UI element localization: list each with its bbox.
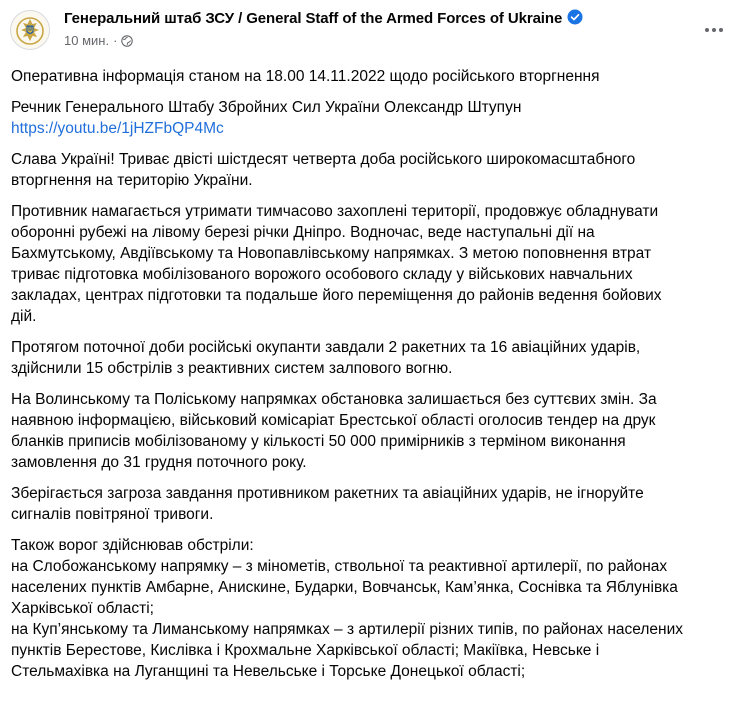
post-paragraph-8: Також ворог здійснював обстріли: на Слобожанському напрямку – з мінометів, ствольної та реактивної артилерії, по районах населених пунктів Амбарне, Анискине, Бударки, Вовчанськ, Кам’янка, Соснівка та Яблунівка Харківської області; на Куп’янському та Лиманському напрямках – з артилерії різних типів, по районах населених пунктів Берестове, Кислівка і Крохмальне Харківської області; Макіївка, Невське і Стельмахівка на Луганщині та Невельське і Торське Донецької області; bbox=[11, 537, 683, 680]
meta-separator: · bbox=[113, 33, 118, 48]
globe-icon[interactable] bbox=[121, 35, 133, 50]
post-body bbox=[11, 66, 736, 692]
page-avatar[interactable] bbox=[10, 10, 50, 50]
post-timestamp[interactable]: 10 мин. bbox=[64, 33, 110, 48]
verified-badge-icon bbox=[567, 9, 583, 29]
youtube-link[interactable]: https://youtu.be/1jHZFbQP4Mc bbox=[11, 120, 224, 137]
post-header bbox=[0, 0, 744, 62]
post-paragraph-1: Оперативна інформація станом на 18.00 14.11.2022 щодо російського вторгнення bbox=[11, 68, 600, 85]
page-name[interactable]: Генеральний штаб ЗСУ / General Staff of the Armed Forces of Ukraine bbox=[64, 10, 563, 27]
more-options-icon bbox=[704, 27, 724, 33]
spokesperson-line: Речник Генерального Штабу Збройних Сил України Олександр Штупун bbox=[11, 99, 522, 116]
post-paragraph-3: Слава Україні! Триває двісті шістдесят четверта доба російського широкомасштабного вторгнення на територію України. bbox=[11, 151, 636, 189]
post-paragraph-6: На Волинському та Поліському напрямках обстановка залишається без суттєвих змін. За наявною інформацією, військовий комісаріат Брестської області оголосив тендер на друк бланків приписів мобілізованому у кількості 50 000 примірників з терміном виконання замовлення до 31 грудня поточного року. bbox=[11, 391, 657, 471]
general-staff-emblem-icon bbox=[11, 11, 49, 49]
post-meta bbox=[64, 33, 133, 50]
post-paragraph-7: Зберігається загроза завдання противником ракетних та авіаційних ударів, не ігноруйте сигналів повітряної тривоги. bbox=[11, 485, 644, 523]
post-paragraph-5: Протягом поточної доби російські окупанти завдали 2 ракетних та 16 авіаційних ударів, здійснили 15 обстрілів з реактивних систем залпового вогню. bbox=[11, 339, 641, 377]
post-paragraph-2 bbox=[11, 97, 736, 139]
post-paragraph-4: Противник намагається утримати тимчасово захоплені території, продовжує обладнувати оборонні рубежі на лівому березі річки Дніпро. Водночас, веде наступальні дії на Бахмутському, Авдіївському та Новопавлівському напрямках. З метою поповнення втрат триває підготовка мобілізованого ворожого особового складу у військових навчальних закладах, центрах підготовки та подальше його переміщення до районів ведення бойових дій. bbox=[11, 203, 662, 325]
more-options-button[interactable] bbox=[696, 12, 732, 48]
page-name-link[interactable] bbox=[64, 9, 583, 29]
